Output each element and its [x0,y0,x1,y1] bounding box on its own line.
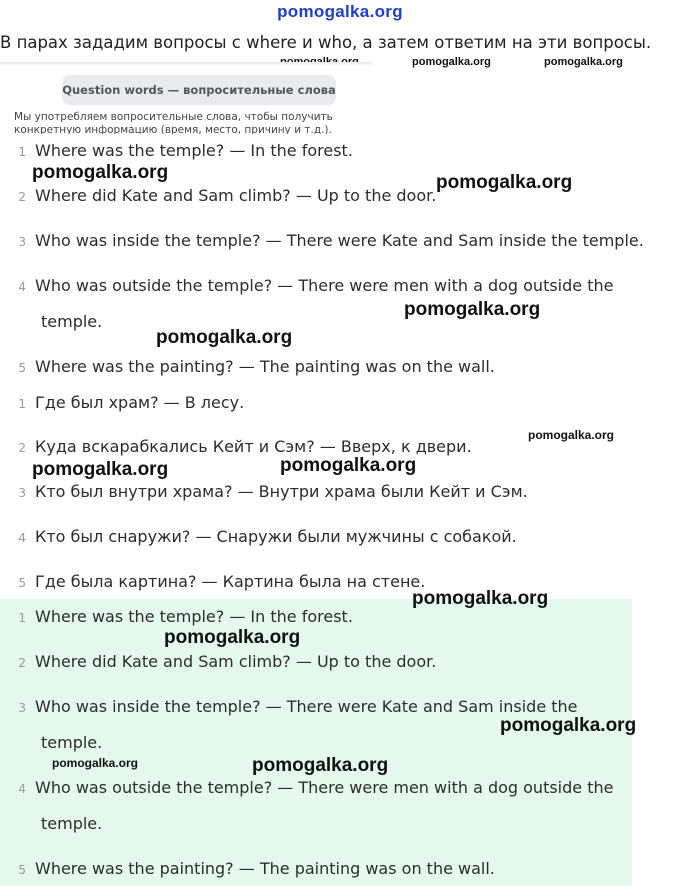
watermark: pomogalka.org [156,327,293,348]
russian-answer: Кто был внутри храма? — Внутри храма были Кейт и Сэм. [35,482,528,501]
question-words-pill: Question words — вопросительные слова [62,75,336,105]
item-number: 1 [18,611,26,625]
watermark: pomogalka.org [32,162,169,183]
watermark: pomogalka.org [280,455,417,476]
highlighted-answer: Where was the temple? — In the forest. [35,607,353,626]
highlighted-answer: Who was outside the temple? — There were men with a dog outside the [35,778,614,797]
item-number: 4 [18,782,26,796]
watermark: pomogalka.org [52,756,139,770]
watermark: pomogalka.org [32,459,169,480]
russian-answer: Куда вскарабкались Кейт и Сэм? — Вверх, к двери. [35,437,472,456]
textbook-snippet [0,62,372,134]
item-number: 4 [18,280,26,294]
watermark: pomogalka.org [500,715,637,736]
highlighted-answer: Where was the painting? — The painting was on the wall. [35,859,495,878]
russian-answer: Где был храм? — В лесу. [35,393,245,412]
site-logo[interactable]: pomogalka.org [277,2,403,21]
watermark: pomogalka.org [252,755,389,776]
russian-answer: Кто был снаружи? — Снаружи были мужчины с собакой. [35,527,517,546]
english-answer: Where was the painting? — The painting was on the wall. [35,357,495,376]
highlighted-answer: Where did Kate and Sam climb? — Up to the door. [35,652,437,671]
item-number: 3 [18,486,26,500]
item-number: 3 [18,701,26,715]
task-instruction: В парах зададим вопросы с where и who, а затем ответим на эти вопросы. [0,33,652,52]
english-answer: Who was inside the temple? — There were Kate and Sam inside the temple. [35,231,644,250]
watermark: pomogalka.org [436,172,573,193]
item-number: 2 [18,656,26,670]
russian-answer: Где была картина? — Картина была на стене. [35,572,426,591]
watermark: pomogalka.org [164,627,301,648]
question-words-text: Мы употребляем вопросительные слова, чтобы получить конкретную информацию (время, место, причину и т.д.). [14,111,333,134]
watermark: pomogalka.org [404,299,541,320]
item-number: 1 [18,397,26,411]
item-number: 4 [18,531,26,545]
watermark: pomogalka.org [544,56,623,68]
item-number: 3 [18,235,26,249]
highlighted-answer: Who was inside the temple? — There were Kate and Sam inside the [35,697,578,716]
item-number: 5 [18,863,26,877]
watermark: pomogalka.org [412,588,549,609]
item-number: 2 [18,441,26,455]
english-answer: Who was outside the temple? — There were men with a dog outside the [35,276,614,295]
box-shadow [0,62,372,66]
watermark: pomogalka.org [528,428,615,442]
highlighted-answer-continued: temple. [41,814,103,833]
watermark: pomogalka.org [412,56,491,68]
item-number: 1 [18,145,26,159]
item-number: 2 [18,190,26,204]
english-answer: Where did Kate and Sam climb? — Up to the door. [35,186,437,205]
item-number: 5 [18,361,26,375]
highlighted-answer-continued: temple. [41,733,103,752]
english-answer-continued: temple. [41,312,103,331]
item-number: 5 [18,576,26,590]
english-answer: Where was the temple? — In the forest. [35,141,353,160]
